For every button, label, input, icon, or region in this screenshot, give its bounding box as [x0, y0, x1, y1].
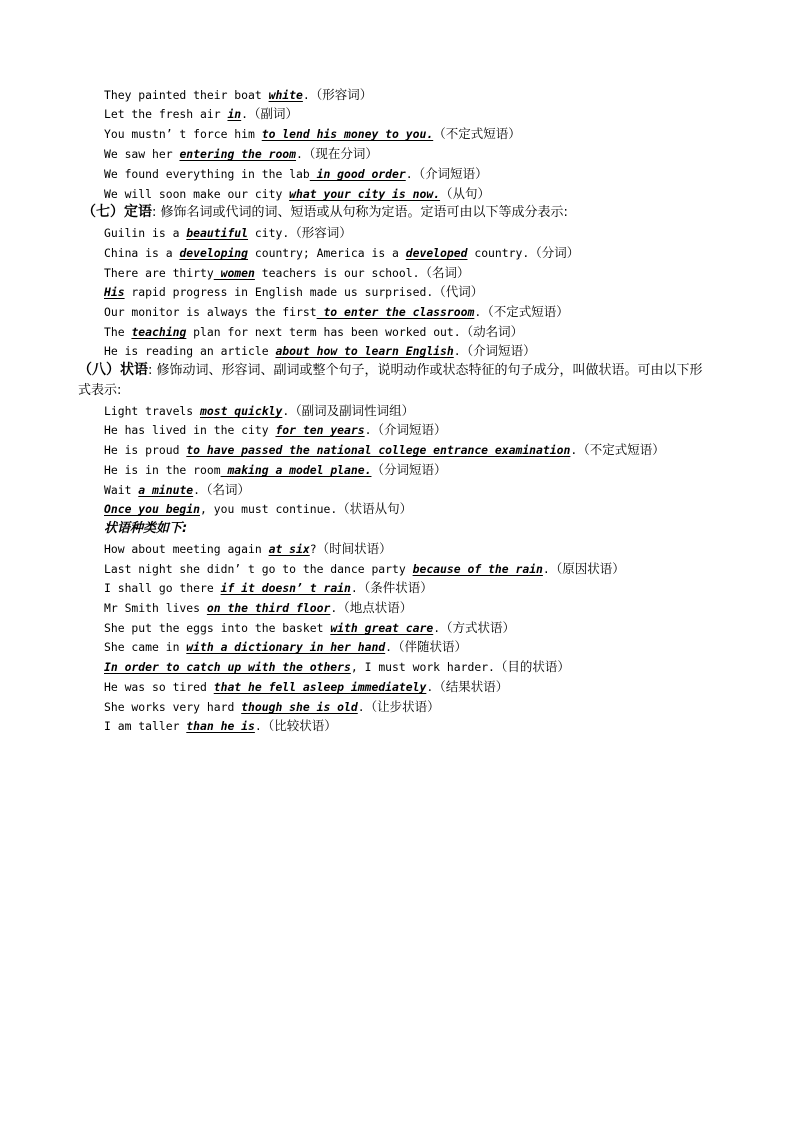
grammar-note: （分词短语）: [371, 462, 447, 477]
section-description-continued: [78, 381, 121, 400]
grammar-note: （让步状语）: [364, 699, 440, 714]
underlined-phrase: than he is: [186, 719, 255, 733]
sentence-text: .: [282, 404, 290, 418]
subheading-adverbial-types: 状语种类如下:: [104, 521, 188, 536]
sentence-text: We found everything in the lab: [104, 167, 310, 181]
section-number: （八）: [78, 362, 120, 378]
sentence-text: .: [474, 305, 482, 319]
grammar-note: （伴随状语）: [392, 639, 468, 654]
example-sentence: [104, 657, 570, 676]
underlined-phrase: women: [213, 266, 255, 280]
section-description: 式表示:: [78, 383, 122, 398]
example-sentence: [104, 697, 440, 716]
sentence-text: Guilin is a: [104, 226, 187, 240]
sentence-text: Our monitor is always the first: [104, 305, 317, 319]
underlined-phrase: though she is old: [241, 700, 358, 714]
grammar-note: （不定式短语）: [577, 442, 665, 457]
sentence-text: Mr Smith lives: [104, 601, 207, 615]
sentence-text: country; America is a: [248, 246, 406, 260]
underlined-phrase: with great care: [330, 621, 434, 635]
example-sentence: [104, 499, 412, 518]
example-sentence: [104, 243, 579, 262]
underlined-phrase: In order to catch up with the others: [104, 660, 351, 674]
underlined-phrase: that he fell asleep immediately: [213, 680, 427, 694]
sentence-text: .: [453, 344, 461, 358]
grammar-note: （介词短语）: [412, 166, 488, 181]
example-sentence: [104, 341, 536, 360]
example-sentence: [104, 539, 392, 558]
sentence-text: They painted their boat: [104, 88, 269, 102]
example-sentence: [104, 104, 298, 123]
grammar-note: （动名词）: [460, 324, 524, 339]
grammar-note: （条件状语）: [357, 580, 433, 595]
sentence-text: We will soon make our city: [104, 187, 290, 201]
grammar-note: （原因状语）: [549, 561, 625, 576]
example-sentence: [104, 460, 446, 479]
grammar-note: （名词）: [419, 265, 470, 280]
example-sentence: [104, 282, 483, 301]
underlined-phrase: on the third floor: [206, 601, 331, 615]
section-heading-adverbial: [78, 361, 703, 380]
sentence-text: Light travels: [104, 404, 201, 418]
underlined-phrase: most quickly: [200, 404, 283, 418]
example-sentence: [104, 401, 414, 420]
underlined-phrase: His: [104, 285, 125, 299]
example-sentence: [104, 164, 488, 183]
underlined-phrase: Once you begin: [104, 502, 201, 516]
underlined-phrase: if it doesn’ t rain: [220, 581, 351, 595]
sentence-text: She works very hard: [104, 700, 242, 714]
example-sentence: [104, 184, 490, 203]
example-sentence: [104, 322, 523, 341]
grammar-note: （副词及副词性词组）: [289, 403, 415, 418]
grammar-note: （时间状语）: [316, 541, 392, 556]
sentence-text: He is proud: [104, 443, 187, 457]
sentence-text: teachers is our school.: [254, 266, 420, 280]
section-title: 状语: [120, 362, 148, 378]
sentence-text: Wait: [104, 483, 139, 497]
grammar-note: （现在分词）: [302, 146, 378, 161]
underlined-phrase: to lend his money to you.: [261, 127, 434, 141]
underlined-phrase: developed: [405, 246, 468, 260]
grammar-note: （分词）: [529, 245, 580, 260]
underlined-phrase: with a dictionary in her hand: [186, 640, 386, 654]
sentence-text: Let the fresh air: [104, 107, 228, 121]
underlined-phrase: in: [227, 107, 242, 121]
sentence-text: Last night she didn’ t go to the dance party: [104, 562, 413, 576]
grammar-note: （代词）: [433, 284, 484, 299]
sentence-text: .: [542, 562, 550, 576]
underlined-phrase: for ten years: [275, 423, 365, 437]
sentence-text: .: [405, 167, 413, 181]
sentence-text: He was so tired: [104, 680, 214, 694]
sentence-text: country.: [467, 246, 530, 260]
sentence-text: city.: [248, 226, 290, 240]
sentence-text: , I must work harder.: [350, 660, 495, 674]
grammar-note: （介词短语）: [371, 422, 447, 437]
section-heading-attributive: [82, 203, 568, 222]
underlined-phrase: because of the rain: [412, 562, 543, 576]
example-sentence: [104, 223, 352, 242]
underlined-phrase: teaching: [131, 325, 187, 339]
sentence-text: plan for next term has been worked out.: [186, 325, 461, 339]
example-sentence: [104, 420, 446, 439]
section-description: : 修饰动词、形容词、副词或整个句子，说明动作或状态特征的句子成分，叫做状语。可由以下形: [148, 363, 703, 378]
sentence-text: .: [385, 640, 393, 654]
example-sentence: [104, 124, 521, 143]
grammar-note: （地点状语）: [337, 600, 413, 615]
underlined-phrase: what your city is now.: [289, 187, 441, 201]
underlined-phrase: to enter the classroom: [316, 305, 475, 319]
sentence-text: .: [241, 107, 249, 121]
sentence-text: There are thirty: [104, 266, 214, 280]
grammar-note: （状语从句）: [337, 501, 413, 516]
sentence-text: .: [350, 581, 358, 595]
section-title: 定语: [124, 204, 152, 220]
section-number: （七）: [82, 204, 124, 220]
example-sentence: [104, 559, 625, 578]
sentence-text: I am taller: [104, 719, 187, 733]
example-sentence: [104, 677, 508, 696]
sentence-text: We saw her: [104, 147, 180, 161]
sentence-text: She put the eggs into the basket: [104, 621, 331, 635]
sentence-text: rapid progress in English made us surprised.: [124, 285, 434, 299]
grammar-note: （结果状语）: [433, 679, 509, 694]
grammar-note: （不定式短语）: [433, 126, 521, 141]
example-sentence: [104, 637, 467, 656]
sentence-text: .: [296, 147, 303, 161]
sentence-text: He is reading an article: [104, 344, 276, 358]
grammar-note: （从句）: [440, 186, 491, 201]
example-sentence: [104, 480, 250, 499]
grammar-note: （比较状语）: [261, 718, 337, 733]
sentence-text: I shall go there: [104, 581, 221, 595]
underlined-phrase: a minute: [138, 483, 194, 497]
sentence-text: ?: [309, 542, 317, 556]
grammar-note: （形容词）: [289, 225, 352, 240]
underlined-phrase: developing: [179, 246, 249, 260]
underlined-phrase: making a model plane.: [220, 463, 372, 477]
grammar-note: （名词）: [200, 482, 251, 497]
sentence-text: The: [104, 325, 132, 339]
example-sentence: [104, 263, 470, 282]
underlined-phrase: entering the room: [179, 147, 297, 161]
example-sentence: [104, 440, 665, 459]
grammar-note: （目的状语）: [494, 659, 570, 674]
underlined-phrase: to have passed the national college entrance examination: [186, 443, 571, 457]
example-sentence: [104, 578, 433, 597]
example-sentence: [104, 618, 515, 637]
section-description: : 修饰名词或代词的词、短语或从句称为定语。定语可由以下等成分表示:: [152, 205, 568, 220]
underlined-phrase: in good order: [309, 167, 406, 181]
sentence-text: .: [193, 483, 201, 497]
sentence-text: He is in the room: [104, 463, 221, 477]
sentence-text: She came in: [104, 640, 187, 654]
sentence-text: .: [433, 621, 441, 635]
sentence-text: You mustn’ t force him: [104, 127, 262, 141]
example-sentence: [104, 598, 412, 617]
sentence-text: .: [364, 423, 372, 437]
sentence-text: .: [426, 680, 434, 694]
underlined-phrase: about how to learn English: [275, 344, 454, 358]
sentence-text: .: [330, 601, 338, 615]
example-sentence: [104, 302, 569, 321]
sentence-text: .: [357, 700, 365, 714]
underlined-phrase: at six: [268, 542, 310, 556]
underlined-phrase: beautiful: [186, 226, 249, 240]
grammar-note: （副词）: [248, 106, 299, 121]
sentence-text: He has lived in the city: [104, 423, 276, 437]
grammar-note: （不定式短语）: [481, 304, 569, 319]
sentence-text: .: [570, 443, 578, 457]
sentence-text: .: [254, 719, 262, 733]
grammar-note: （方式状语）: [440, 620, 516, 635]
grammar-note: （形容词）: [309, 87, 373, 102]
underlined-phrase: white: [268, 88, 303, 102]
sentence-text: How about meeting again: [104, 542, 269, 556]
example-sentence: [104, 716, 337, 735]
sentence-text: China is a: [104, 246, 180, 260]
example-sentence: [104, 144, 378, 163]
sentence-text: .: [302, 88, 310, 102]
grammar-note: （介词短语）: [460, 343, 536, 358]
sentence-text: , you must continue.: [200, 502, 338, 516]
example-sentence: [104, 85, 372, 104]
